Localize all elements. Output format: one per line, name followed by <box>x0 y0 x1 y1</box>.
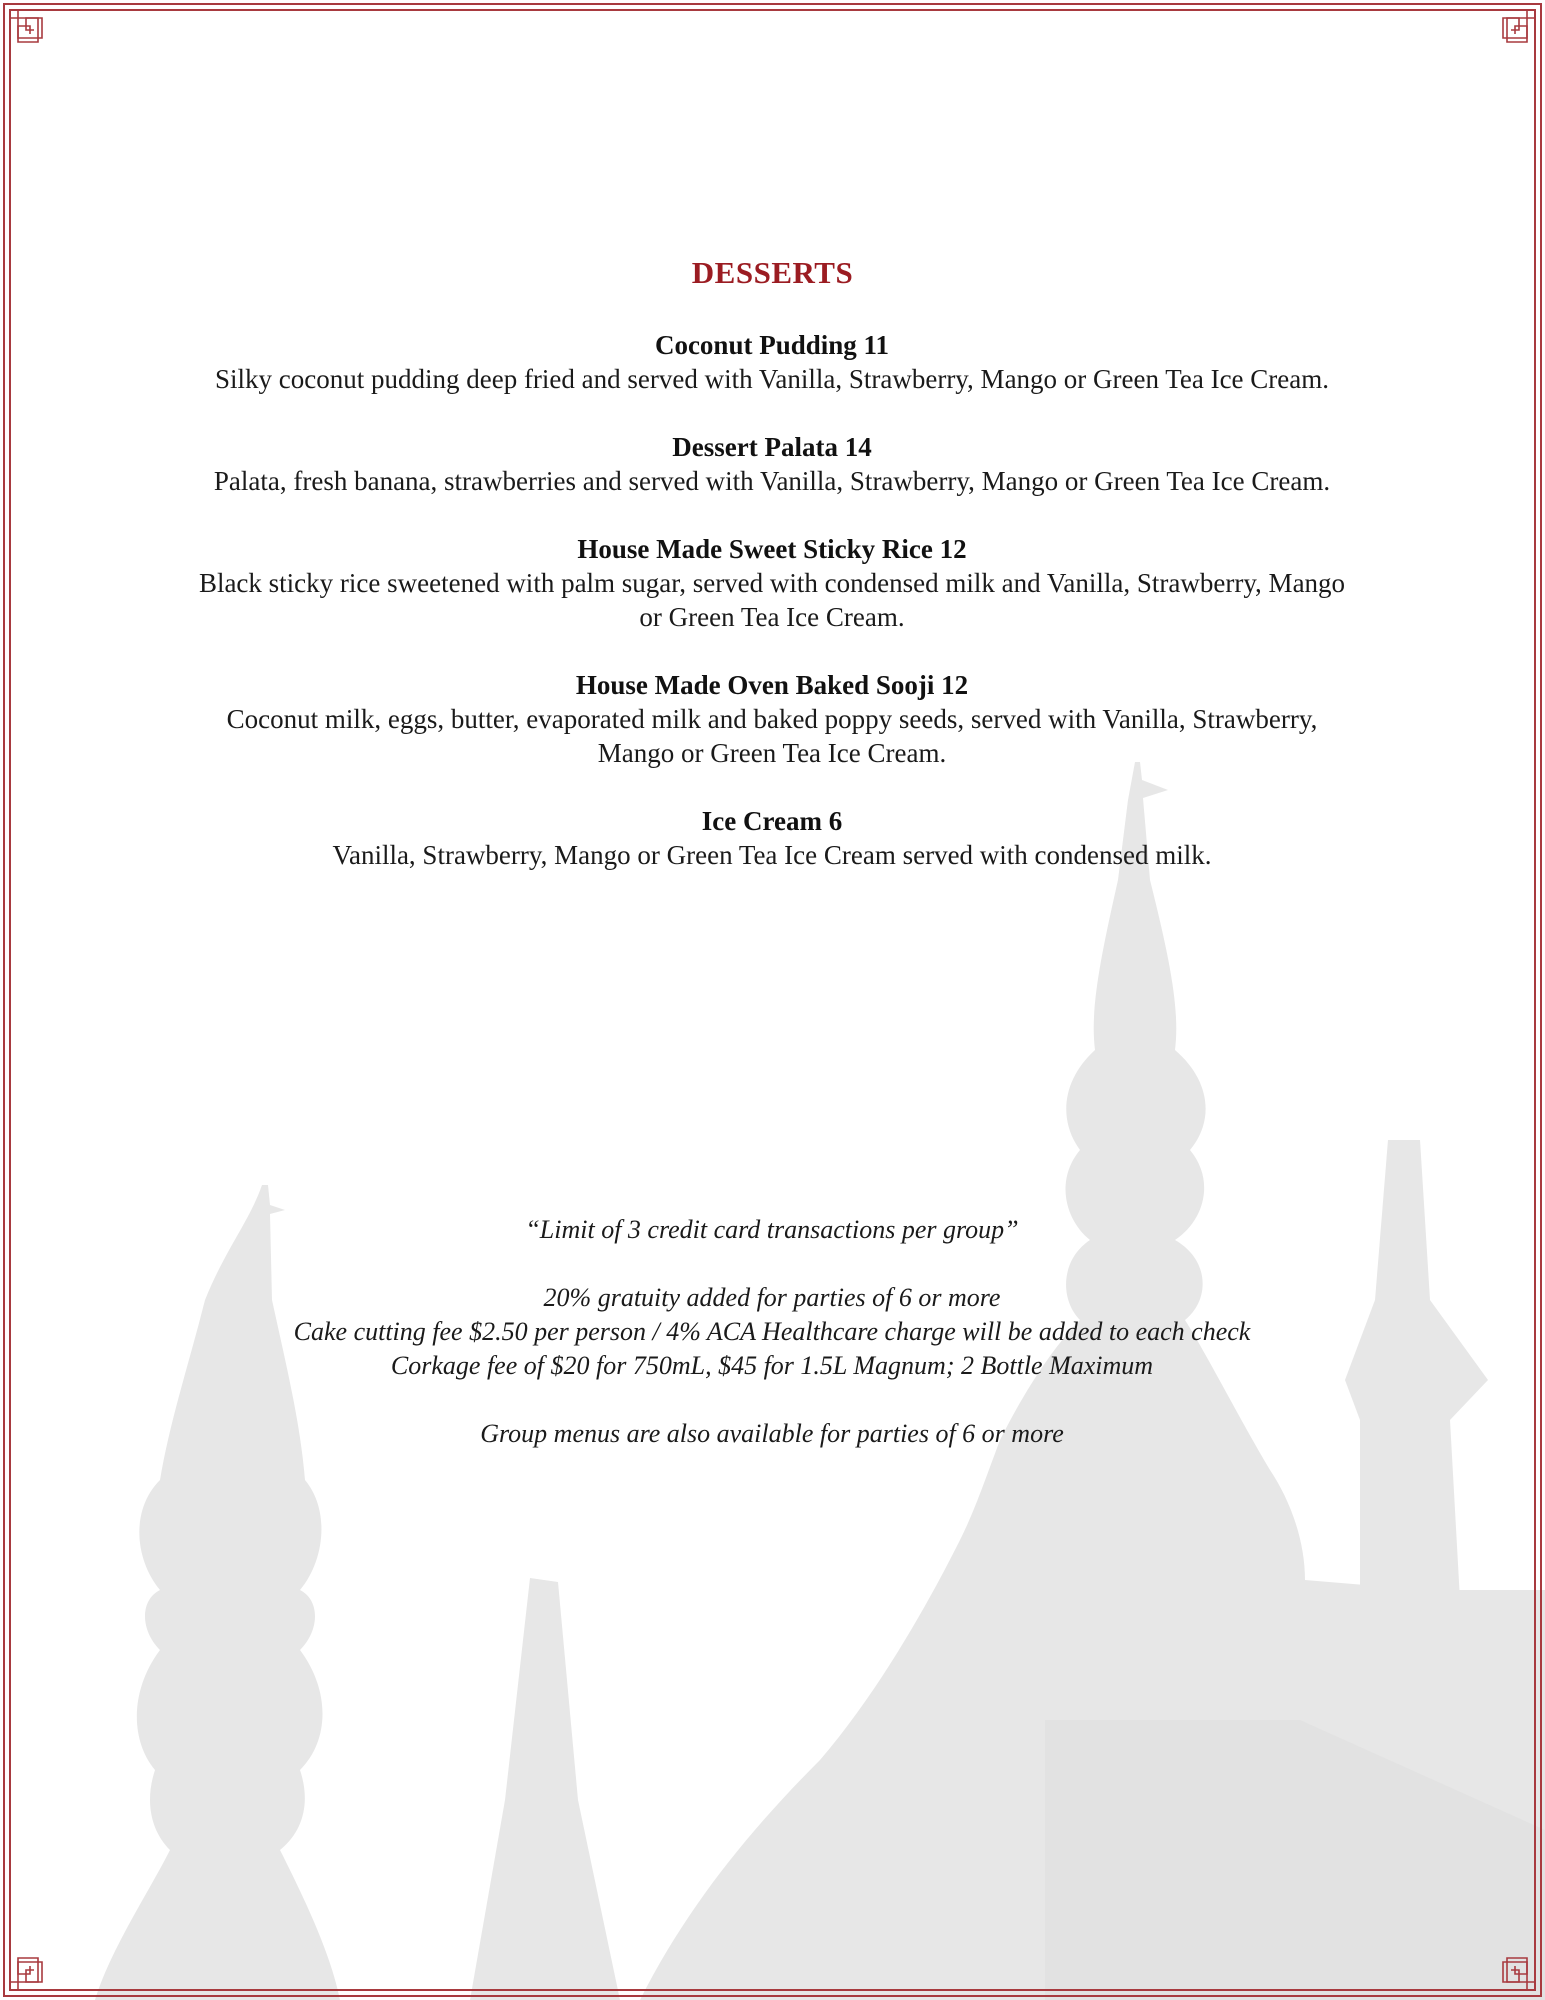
menu-item-description: Palata, fresh banana, strawberries and served with Vanilla, Strawberry, Mango or Green Tea Ice Cream. <box>213 466 1331 496</box>
menu-title: DESSERTS <box>691 255 854 290</box>
corkage-fee-note: Corkage fee of $20 for 750mL, $45 for 1.5L Magnum; 2 Bottle Maximum <box>390 1351 1154 1380</box>
menu-item <box>172 328 1372 396</box>
menu-item-name: House Made Oven Baked Sooji 12 <box>575 670 969 700</box>
policy-notes <box>172 1213 1372 1451</box>
credit-card-limit-note: “Limit of 3 credit card transactions per group” <box>525 1215 1019 1244</box>
menu-item <box>172 668 1372 770</box>
dessert-list <box>172 328 1372 906</box>
menu-item-name: Coconut Pudding 11 <box>654 330 890 360</box>
menu-item-name: Dessert Palata 14 <box>672 432 872 462</box>
menu-item-description: Coconut milk, eggs, butter, evaporated milk and baked poppy seeds, served with Vanilla, Strawberry, Mango or Green Tea Ice Cream. <box>226 704 1318 768</box>
menu-item-name: Ice Cream 6 <box>701 806 843 836</box>
cake-cutting-fee-note: Cake cutting fee $2.50 per person / 4% ACA Healthcare charge will be added to each check <box>293 1317 1251 1346</box>
menu-item-description: Silky coconut pudding deep fried and served with Vanilla, Strawberry, Mango or Green Tea Ice Cream. <box>214 364 1330 394</box>
menu-item-description: Black sticky rice sweetened with palm sugar, served with condensed milk and Vanilla, Strawberry, Mango or Green Tea Ice Cream. <box>198 568 1346 632</box>
group-menus-note: Group menus are also available for parties of 6 or more <box>480 1419 1064 1448</box>
menu-item-name: House Made Sweet Sticky Rice 12 <box>577 534 967 564</box>
menu-item <box>172 804 1372 872</box>
menu-item <box>172 430 1372 498</box>
gratuity-note: 20% gratuity added for parties of 6 or more <box>543 1283 1001 1312</box>
menu-item <box>172 532 1372 634</box>
menu-item-description: Vanilla, Strawberry, Mango or Green Tea Ice Cream served with condensed milk. <box>332 840 1212 870</box>
